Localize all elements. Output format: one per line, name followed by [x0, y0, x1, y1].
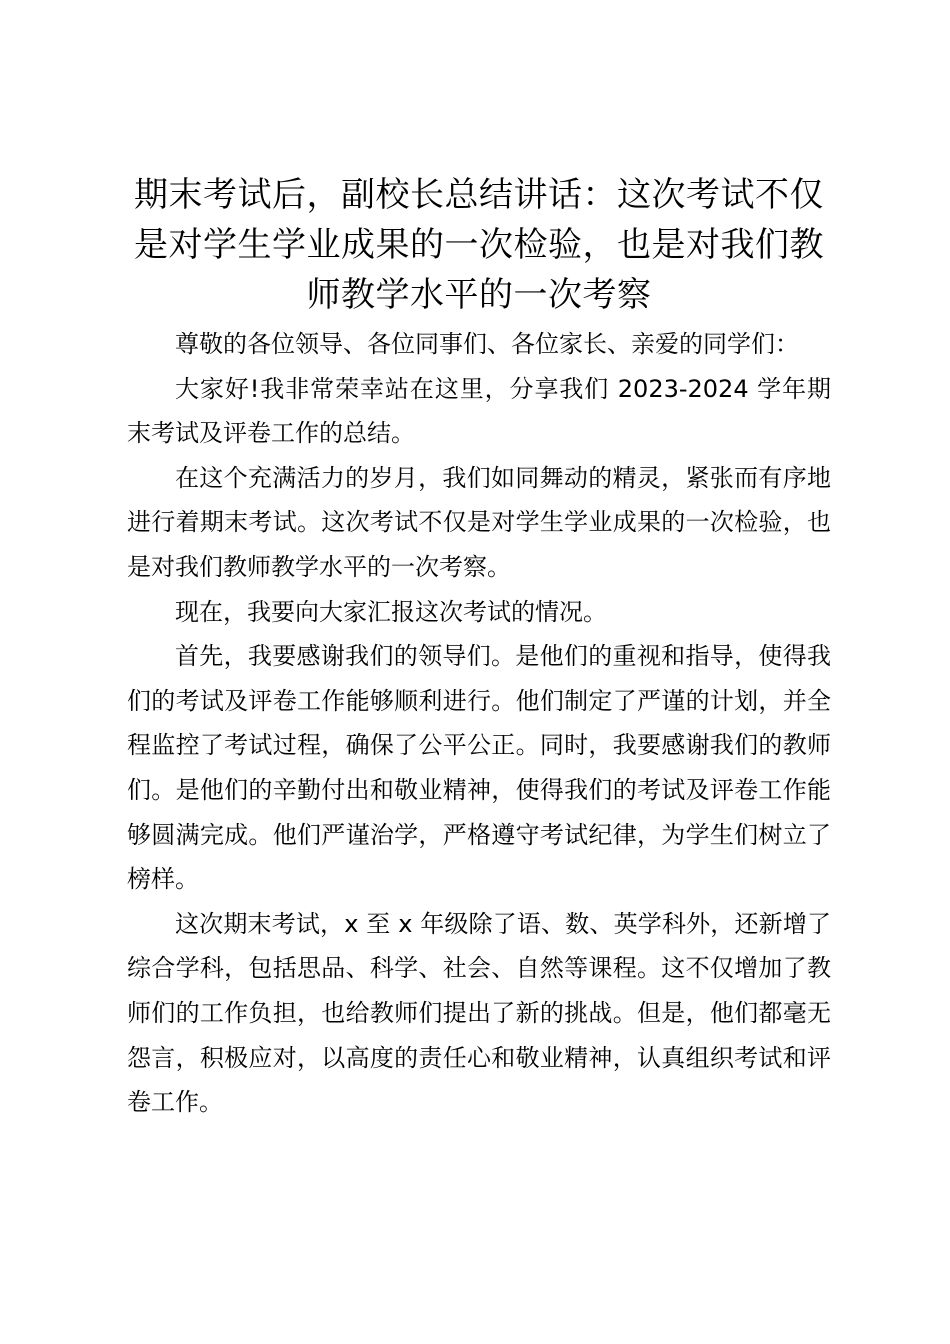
paragraph-thanks: 首先，我要感谢我们的领导们。是他们的重视和指导，使得我们的考试及评卷工作能够顺利进行。他们制定了严谨的计划，并全程监控了考试过程，确保了公平公正。同时，我要感谢我们的教师们。是他们的辛勤付出和敬业精神，使得我们的考试及评卷工作能够圆满完成。他们严谨治学，严格遵守考试纪律，为学生们树立了榜样。 [127, 642, 831, 894]
salutation: 尊敬的各位领导、各位同事们、各位家长、亲爱的同学们： [175, 330, 799, 358]
title-line: 师教学水平的一次考察 [306, 275, 652, 315]
paragraph-subjects: 这次期末考试，x 至 x 年级除了语、数、英学科外，还新增了综合学科，包括思品、科学、社会、自然等课程。这不仅增加了教师们的工作负担，也给教师们提出了新的挑战。但是，他们都毫无怨言，积极应对，以高度的责任心和敬业精神，认真组织考试和评卷工作。 [127, 909, 831, 1117]
document-page [127, 170, 831, 1125]
paragraph-greeting: 大家好!我非常荣幸站在这里，分享我们 2023-2024 学年期末考试及评卷工作的总结。 [127, 374, 831, 448]
paragraph-exam-overview: 在这个充满活力的岁月，我们如同舞动的精灵，紧张而有序地进行着期末考试。这次考试不仅是对学生学业成果的一次检验，也是对我们教师教学水平的一次考察。 [127, 463, 831, 581]
title-line: 期末考试后，副校长总结讲话：这次考试不仅 [134, 175, 824, 215]
document-title [127, 170, 831, 320]
paragraph-report-intro: 现在，我要向大家汇报这次考试的情况。 [175, 597, 607, 626]
title-line: 是对学生学业成果的一次检验，也是对我们教 [134, 225, 824, 265]
